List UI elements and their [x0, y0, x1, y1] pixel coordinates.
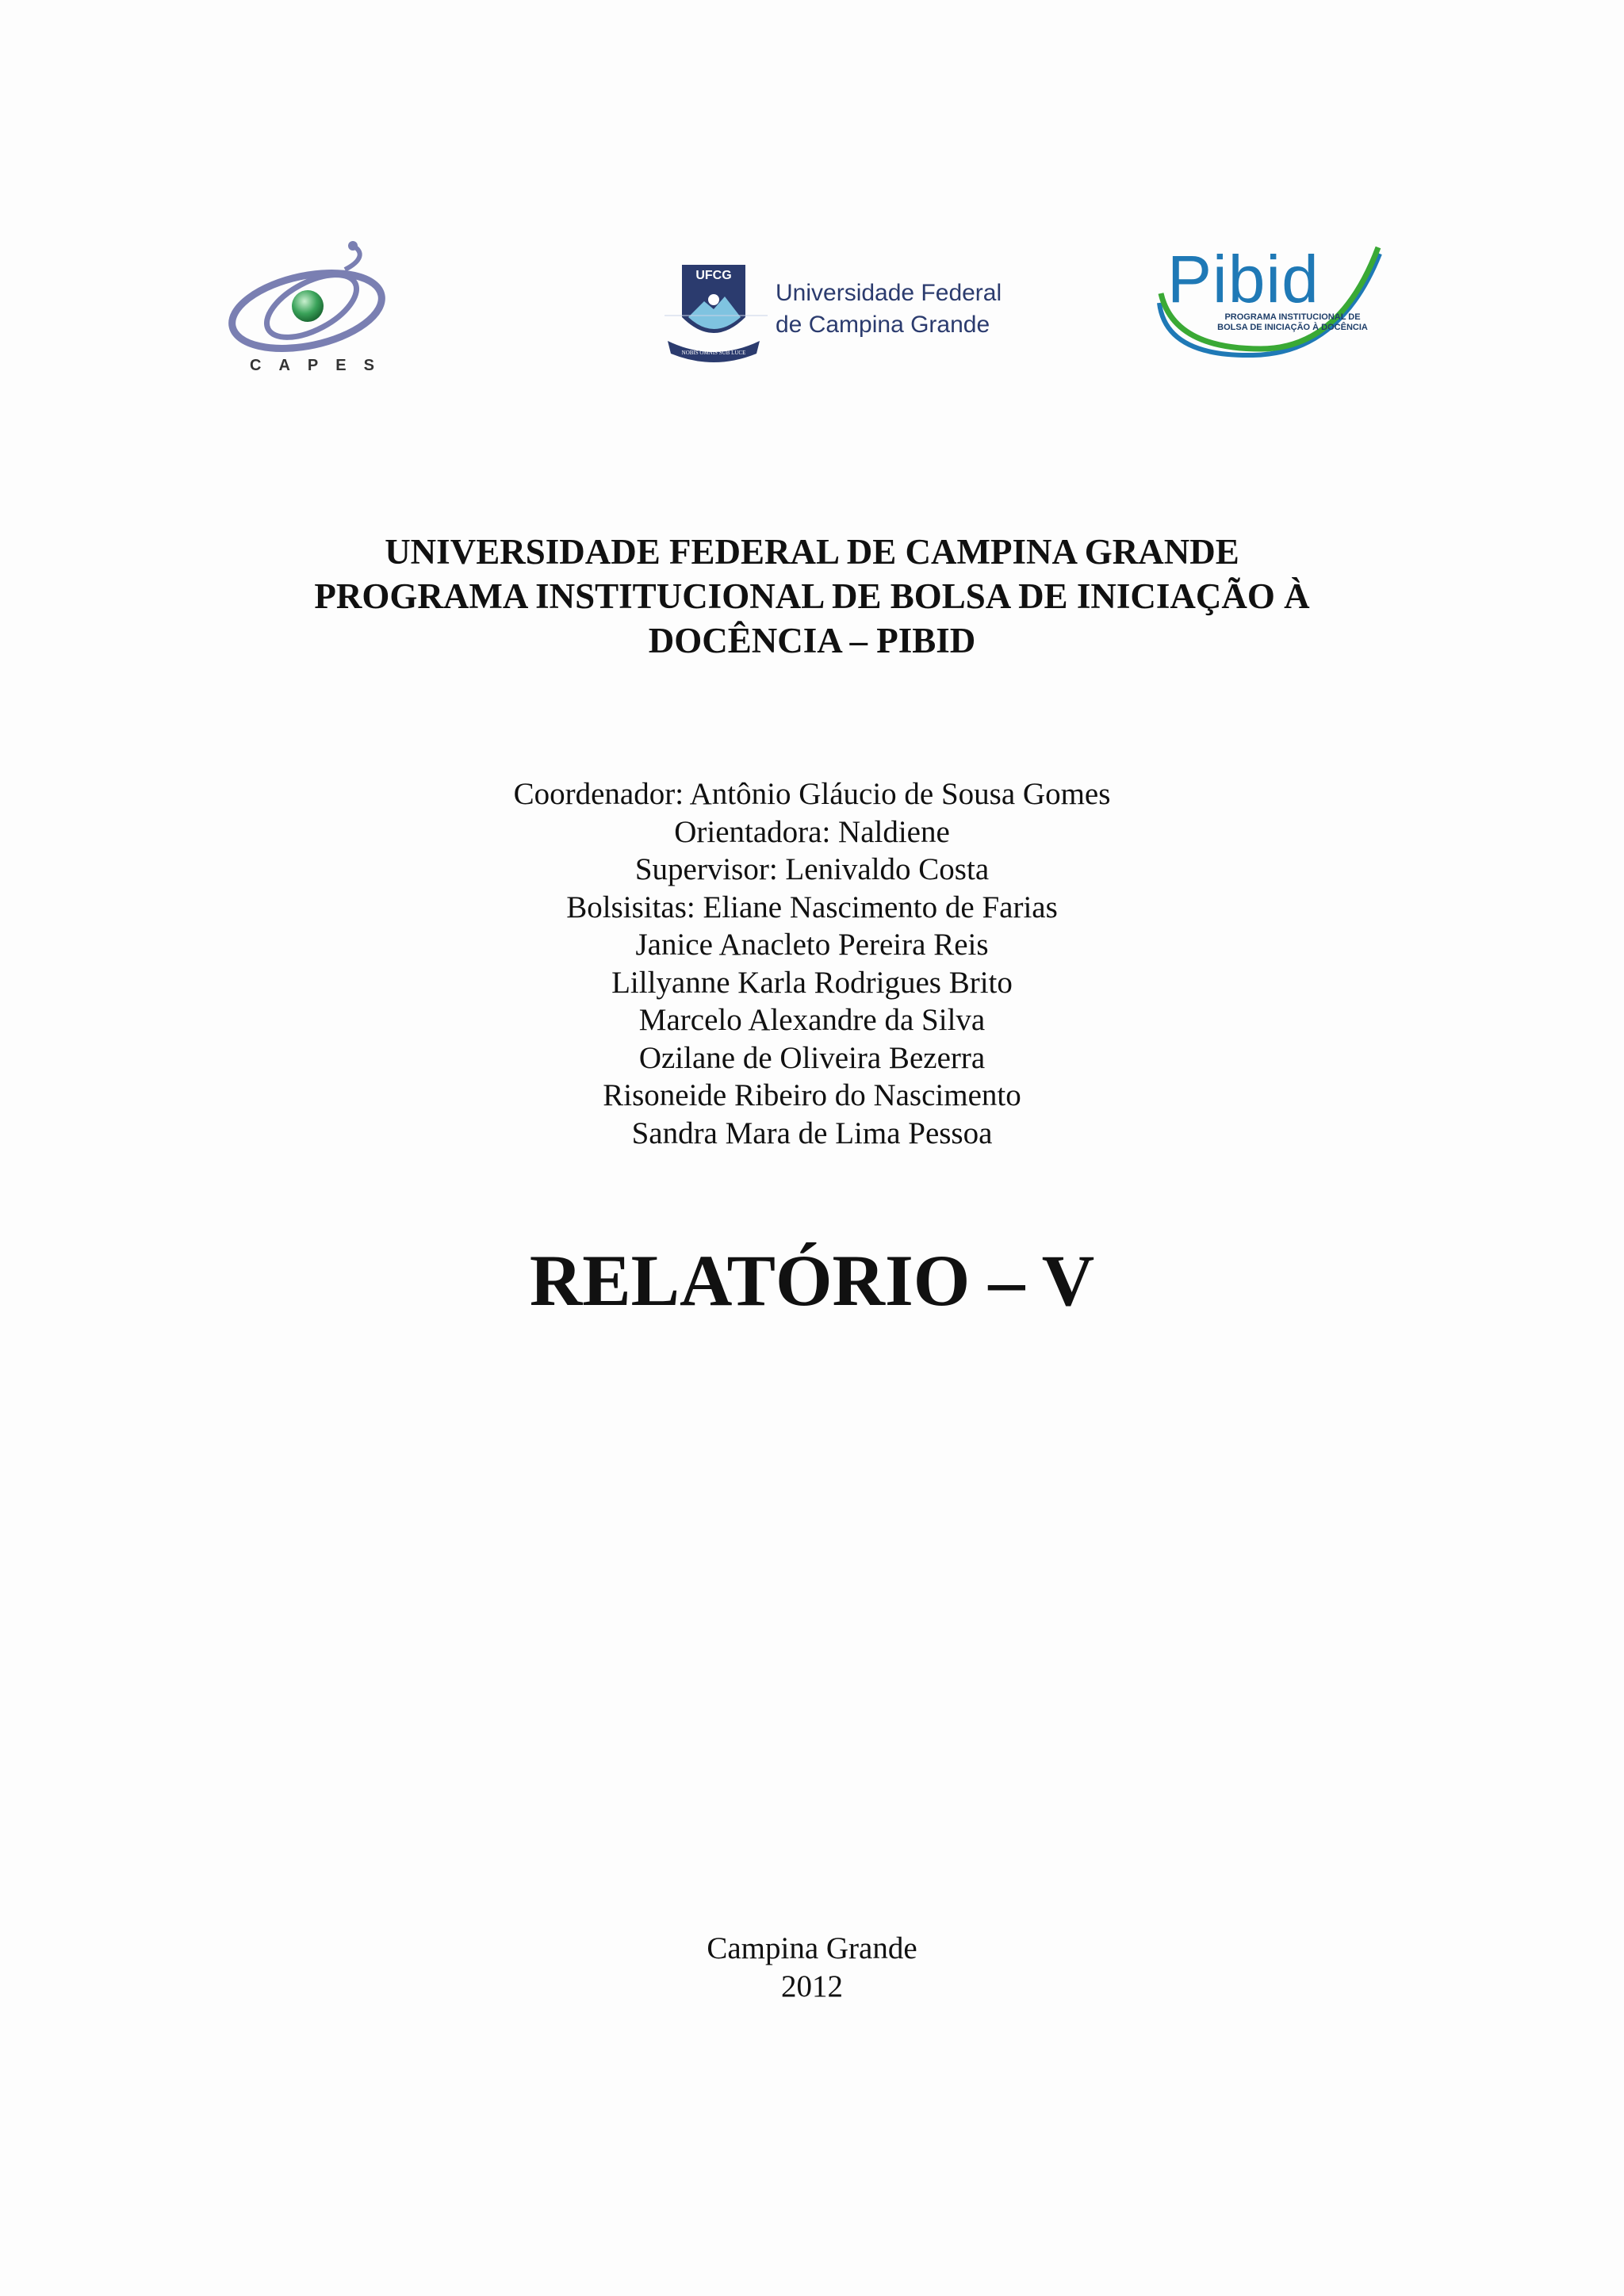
pibid-logo	[1150, 238, 1388, 365]
report-title: RELATÓRIO – V	[529, 1240, 1095, 1321]
heading-line1: UNIVERSIDADE FEDERAL DE CAMPINA GRANDE	[385, 532, 1239, 572]
scholar-line: Janice Anacleto Pereira Reis	[635, 928, 989, 962]
heading-line3: DOCÊNCIA – PIBID	[648, 621, 976, 660]
pibid-logo-word: Pibid	[1167, 242, 1320, 316]
ufcg-name	[776, 277, 1002, 341]
ufcg-logo	[665, 262, 1002, 365]
capes-logo-text: CAPES	[250, 357, 392, 374]
capes-logo	[226, 238, 396, 381]
ufcg-name-line2: de Campina Grande	[776, 312, 990, 338]
heading-line2: PROGRAMA INSTITUCIONAL DE BOLSA DE INICIAÇÃO À	[314, 576, 1310, 616]
supervisor-line: Supervisor: Lenivaldo Costa	[634, 852, 990, 886]
footer	[495, 1930, 1129, 2006]
scholar-line: Marcelo Alexandre da Silva	[638, 1003, 986, 1037]
team-list	[336, 775, 1288, 1152]
advisor-line: Orientadora: Naldiene	[674, 814, 950, 849]
coordinator-line: Coordenador: Antônio Gláucio de Sousa Gomes	[513, 777, 1111, 811]
scholar-line: Sandra Mara de Lima Pessoa	[631, 1115, 993, 1150]
pibid-logo-subtitle	[1213, 312, 1372, 333]
ufcg-motto-text: NOBIS OMNIS SUB LUCE	[681, 350, 746, 356]
pibid-sub-line2: BOLSA DE INICIAÇÃO À DOCÊNCIA	[1217, 323, 1368, 332]
pibid-sub-line1: PROGRAMA INSTITUCIONAL DE	[1224, 312, 1361, 322]
ufcg-name-line1: Universidade Federal	[776, 280, 1002, 306]
footer-city: Campina Grande	[707, 1931, 917, 1965]
scholar-line: Risoneide Ribeiro do Nascimento	[603, 1078, 1021, 1112]
ufcg-shield-icon	[665, 262, 768, 365]
institution-heading	[178, 530, 1446, 663]
footer-year: 2012	[781, 1969, 843, 2003]
scholar-line: Lillyanne Karla Rodrigues Brito	[611, 965, 1013, 1000]
ufcg-badge-text: UFCG	[695, 269, 732, 282]
capes-emblem-icon	[226, 238, 396, 357]
scholar-line: Ozilane de Oliveira Bezerra	[638, 1040, 986, 1075]
scholar-line: Bolsisitas: Eliane Nascimento de Farias	[566, 890, 1058, 924]
